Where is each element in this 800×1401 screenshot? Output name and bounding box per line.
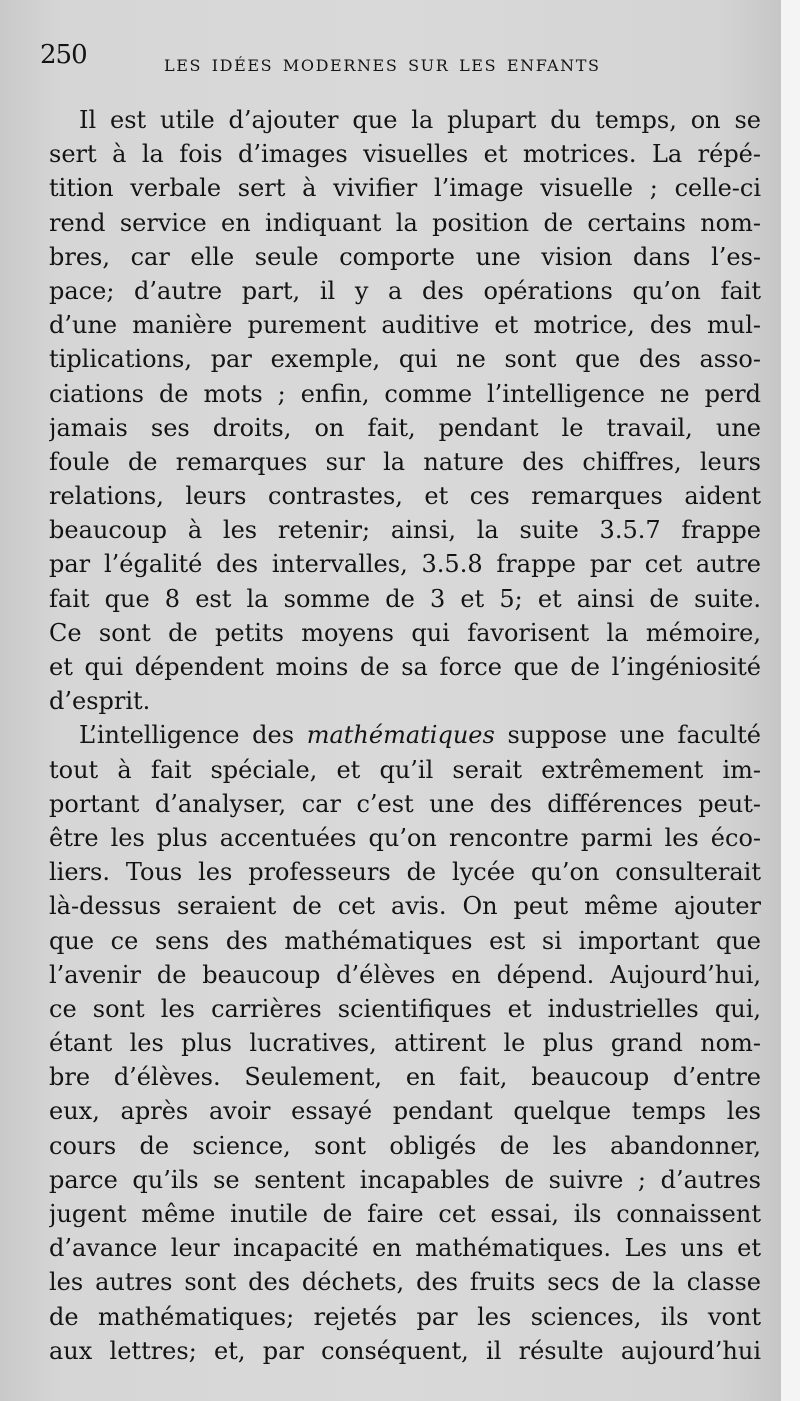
- paragraph-1: [49, 103, 761, 718]
- text-line: rend service en indiquant la position de certains nom-: [49, 208, 761, 237]
- text-line: être les plus accentuées qu’on rencontre parmi les éco-: [49, 823, 761, 852]
- text-line: étant les plus lucratives, attirent le plus grand nom-: [49, 1029, 761, 1058]
- paragraph-2: [49, 718, 761, 1368]
- running-head: LES IDÉES MODERNES SUR LES ENFANTS: [164, 56, 601, 75]
- page-number: 250: [40, 40, 87, 70]
- text-line: là-dessus seraient de cet avis. On peut même ajouter: [49, 892, 761, 921]
- text-line: cours de science, sont obligés de les abandonner,: [49, 1131, 761, 1160]
- text-run: L’intelligence des: [79, 721, 307, 750]
- text-line: bres, car elle seule comporte une vision dans l’es-: [49, 242, 761, 271]
- page-header: [40, 40, 760, 80]
- text-line: Ce sont de petits moyens qui favorisent la mémoire,: [49, 618, 761, 647]
- text-line: de mathématiques; rejetés par les sciences, ils vont: [49, 1302, 761, 1331]
- text-line: d’une manière purement auditive et motrice, des mul-: [49, 311, 761, 340]
- text-line: tition verbale sert à vivifier l’image visuelle ; celle-ci: [49, 174, 761, 203]
- text-line: par l’égalité des intervalles, 3.5.8 frappe par cet autre: [49, 550, 761, 579]
- page-edge: [781, 0, 800, 1401]
- text-line: les autres sont des déchets, des fruits secs de la classe: [49, 1268, 761, 1297]
- text-line: foule de remarques sur la nature des chiffres, leurs: [49, 447, 761, 476]
- text-line: l’avenir de beaucoup d’élèves en dépend. Aujourd’hui,: [49, 960, 761, 989]
- text-line: beaucoup à les retenir; ainsi, la suite 3.5.7 frappe: [49, 516, 761, 545]
- text-line: liers. Tous les professeurs de lycée qu’on consulterait: [49, 858, 761, 887]
- text-line: jamais ses droits, on fait, pendant le travail, une: [49, 413, 761, 442]
- text-line: sert à la fois d’images visuelles et motrices. La répé-: [49, 140, 761, 169]
- text-line: parce qu’ils se sentent incapables de suivre ; d’autres: [49, 1165, 761, 1194]
- text-line: et qui dépendent moins de sa force que de l’ingéniosité: [49, 653, 761, 681]
- text-line: relations, leurs contrastes, et ces remarques aident: [49, 482, 761, 511]
- text-line: d’esprit.: [49, 687, 151, 716]
- text-line: [49, 718, 761, 752]
- text-line: bre d’élèves. Seulement, en fait, beaucoup d’entre: [49, 1063, 761, 1092]
- text-line: portant d’analyser, car c’est une des différences peut-: [49, 789, 761, 818]
- text-line: pace; d’autre part, il y a des opérations qu’on fait: [49, 276, 761, 305]
- text-line: Il est utile d’ajouter que la plupart du temps, on se: [79, 106, 761, 134]
- text-line: d’avance leur incapacité en mathématiques. Les uns et: [49, 1234, 761, 1263]
- text-line: que ce sens des mathématiques est si important que: [49, 926, 761, 955]
- text-run: suppose une faculté: [494, 721, 761, 750]
- text-line: ciations de mots ; enfin, comme l’intelligence ne perd: [49, 379, 761, 408]
- text-line: tout à fait spéciale, et qu’il serait extrêmement im-: [49, 755, 761, 784]
- text-line: jugent même inutile de faire cet essai, ils connaissent: [49, 1200, 761, 1228]
- text-line: aux lettres; et, par conséquent, il résulte aujourd’hui: [49, 1336, 761, 1365]
- text-line: eux, après avoir essayé pendant quelque temps les: [49, 1097, 761, 1126]
- text-line: ce sont les carrières scientifiques et industrielles qui,: [49, 994, 761, 1023]
- text-line: tiplications, par exemple, qui ne sont que des asso-: [49, 345, 761, 374]
- body-text: [49, 103, 761, 1368]
- emphasized-word: mathématiques: [306, 721, 495, 750]
- text-line: fait que 8 est la somme de 3 et 5; et ainsi de suite.: [49, 584, 761, 613]
